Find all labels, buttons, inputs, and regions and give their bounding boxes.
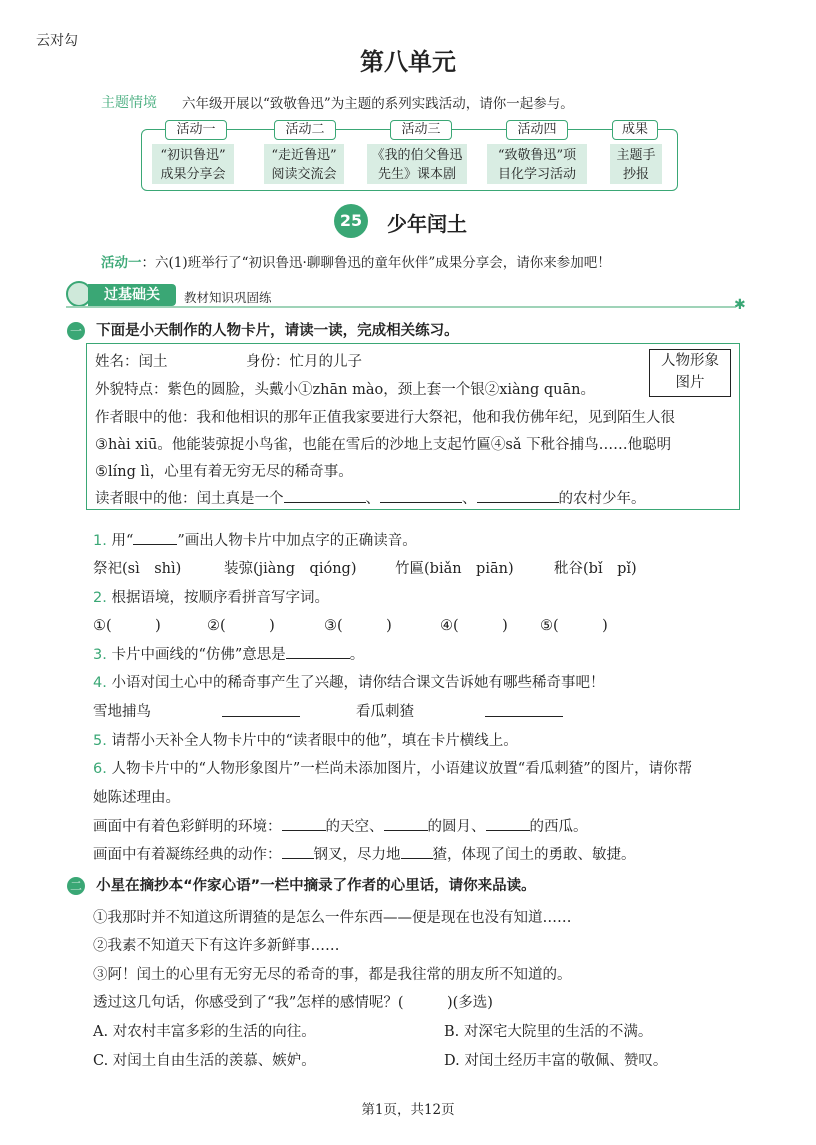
q6-act-c: 猹，体现了闰土的勇敢、敏捷。 [432, 847, 636, 863]
q1-word: 秕谷 [554, 561, 583, 577]
quote-1: ①我那时并不知道这所谓猹的是怎么一件东西——便是现在也没有知道…… [93, 910, 572, 926]
q6-env-c: 的圆月、 [427, 819, 486, 835]
activity-box-4 [487, 144, 587, 184]
part2-header [67, 874, 536, 895]
q2-slot-1[interactable]: ①( ) [93, 618, 161, 634]
q4-item-1: 雪地捕鸟 [93, 704, 151, 720]
q2-text: 根据语境，按顺序看拼音写字词。 [111, 590, 329, 606]
lesson-title: 少年闰土 [387, 212, 467, 236]
q4-number: 4. [93, 675, 107, 691]
activity-line: “初识鲁迅” [160, 148, 226, 163]
q5-text: 请帮小天补全人物卡片中的“读者眼中的他”，填在卡片横线上。 [111, 733, 518, 749]
option-a[interactable]: A. 对农村丰富多彩的生活的向往。 [93, 1024, 316, 1040]
card-appearance: 外貌特点：紫色的圆脸，头戴小①zhān mào，颈上套一个银②xiàng quān。 [95, 382, 595, 398]
activity-line: 抄报 [622, 167, 649, 182]
q3 [93, 643, 364, 664]
q4-item-2: 看瓜刺猹 [356, 704, 414, 720]
activity-box-1 [152, 144, 234, 184]
part1-instruction: 下面是小天制作的人物卡片，请读一读，完成相关练习。 [96, 323, 459, 339]
banner-rule [66, 306, 736, 308]
star-icon: ✱ [734, 297, 746, 313]
reader-view-sep: 、 [365, 491, 380, 507]
activity-line: 阅读交流会 [271, 167, 337, 182]
image-box-line: 人物形象 [661, 353, 719, 369]
page-footer: 第1页，共12页 [361, 1102, 455, 1118]
brand-label: 云对勾 [36, 33, 78, 49]
q1 [93, 529, 417, 550]
unit-title: 第八单元 [360, 48, 456, 76]
q1-choices[interactable]: (bǐ pǐ) [583, 561, 637, 577]
activity-box-3 [367, 144, 467, 184]
q1-word: 祭祀 [93, 561, 122, 577]
q1-choices[interactable]: (biǎn piān) [424, 561, 514, 577]
q3-number: 3. [93, 647, 107, 663]
q2-slot-2[interactable]: ②( ) [207, 618, 275, 634]
q6-env-d: 的西瓜。 [529, 819, 588, 835]
q1-text-a: 用“ [111, 533, 134, 549]
q6-text-b: 她陈述理由。 [93, 790, 180, 806]
q1-word: 装弶 [224, 561, 253, 577]
q3-blank[interactable] [286, 644, 350, 659]
activity-line: 先生》课本剧 [377, 167, 456, 182]
activity-line: “致敬鲁迅”项 [497, 148, 577, 163]
activity-line: “走近鲁迅” [271, 148, 337, 163]
q6-env-blank-2[interactable] [384, 816, 428, 831]
q1-underline-sample [133, 530, 177, 545]
q2-slot-4[interactable]: ④( ) [440, 618, 508, 634]
activity-line: 主题手 [616, 148, 656, 163]
q6-env-blank-1[interactable] [282, 816, 326, 831]
part1-number: 一 [67, 322, 85, 340]
q4 [93, 671, 604, 692]
reader-blank-2[interactable] [380, 488, 462, 503]
option-d[interactable]: D. 对闰土经历丰富的敬佩、赞叹。 [444, 1053, 668, 1069]
part2-instruction: 小星在摘抄本“作家心语”一栏中摘录了作者的心里话，请你来品读。 [96, 878, 536, 894]
q2-slot-5[interactable]: ⑤( ) [540, 618, 608, 634]
activity-line: 目化学习活动 [497, 167, 576, 182]
q4-blank-2[interactable] [485, 716, 563, 717]
q1-number: 1. [93, 533, 107, 549]
activity-one-label: 活动一 [101, 255, 142, 271]
activity-one-line [101, 251, 611, 271]
q1-option-1 [93, 557, 181, 578]
part1-header [67, 319, 459, 340]
q1-word: 竹匾 [395, 561, 424, 577]
q1-choices[interactable]: (sì shì) [122, 561, 182, 577]
option-b[interactable]: B. 对深宅大院里的生活的不满。 [444, 1024, 653, 1040]
card-identity: 身份：忙月的儿子 [246, 354, 362, 370]
activity-label-2: 活动二 [274, 120, 336, 140]
card-author-view-2: ③hài xiū。他能装弶捉小鸟雀，也能在雪后的沙地上支起竹匾④sǎ 下秕谷捕鸟……他聪明 [95, 437, 672, 453]
q6-act-b: 钢叉，尽力地 [313, 847, 401, 863]
theme-label: 主题情境 [101, 95, 157, 111]
q1-text-b: ”画出人物卡片中加点字的正确读音。 [177, 533, 417, 549]
q6-env-b: 的天空、 [325, 819, 384, 835]
q6-env-blank-3[interactable] [486, 816, 530, 831]
q2-slot-3[interactable]: ③( ) [324, 618, 392, 634]
q6-action [93, 843, 636, 864]
activity-box-2 [264, 144, 344, 184]
card-reader-view [95, 487, 646, 508]
q6-act-blank-2[interactable] [401, 844, 433, 859]
q6-environment [93, 815, 588, 836]
activity-box-5 [610, 144, 662, 184]
image-box [649, 349, 731, 397]
q4-text: 小语对闰土心中的稀奇事产生了兴趣，请你结合课文告诉她有哪些稀奇事吧！ [111, 675, 605, 691]
reader-view-sep: 、 [462, 491, 477, 507]
q1-option-2 [224, 557, 356, 578]
q1-option-4 [554, 557, 637, 578]
activity-label-5: 成果 [612, 120, 658, 140]
activity-label-1: 活动一 [165, 120, 227, 140]
q1-choices[interactable]: (jiàng qióng) [253, 561, 357, 577]
section-banner [66, 284, 176, 306]
part2-number: 二 [67, 877, 85, 895]
reader-blank-3[interactable] [477, 488, 559, 503]
q4-blank-1[interactable] [222, 716, 300, 717]
q6-text-a: 人物卡片中的“人物形象图片”一栏尚未添加图片，小语建议放置“看瓜刺猹”的图片，请你帮 [111, 761, 693, 777]
activity-line: 成果分享会 [160, 167, 226, 182]
q3-end: 。 [349, 647, 365, 663]
q5-number: 5. [93, 733, 107, 749]
quote-3: ③阿！闰土的心里有无穷无尽的希奇的事，都是我往常的朋友所不知道的。 [93, 967, 572, 983]
q5 [93, 729, 518, 750]
activity-line: 《我的伯父鲁迅 [371, 148, 463, 163]
image-box-line: 图片 [675, 375, 705, 391]
activity-label-3: 活动三 [390, 120, 452, 140]
card-author-view-3: ⑤líng lì，心里有着无穷无尽的稀奇事。 [95, 464, 353, 480]
q2 [93, 586, 329, 607]
banner-badge: 过基础关 [88, 284, 176, 306]
q3-text: 卡片中画线的“仿佛”意思是 [111, 647, 286, 663]
q6 [93, 757, 692, 778]
q6-act-a: 画面中有着凝练经典的动作： [93, 847, 282, 863]
banner-subtitle: 教材知识巩固练 [184, 290, 272, 305]
theme-text: 六年级开展以“致敬鲁迅”为主题的系列实践活动，请你一起参与。 [182, 96, 574, 112]
activity-label-4: 活动四 [506, 120, 568, 140]
q1-option-3 [395, 557, 514, 578]
reader-view-prefix: 读者眼中的他：闰土真是一个 [95, 491, 284, 507]
reader-view-suffix: 的农村少年。 [558, 491, 646, 507]
reader-blank-1[interactable] [284, 488, 366, 503]
option-c[interactable]: C. 对闰土自由生活的羡慕、嫉妒。 [93, 1053, 316, 1069]
q6-act-blank-1[interactable] [282, 844, 314, 859]
quote-2: ②我素不知道天下有这许多新鲜事…… [93, 938, 340, 954]
card-name: 姓名：闰土 [95, 354, 168, 370]
q6-env-a: 画面中有着色彩鲜明的环境： [93, 819, 282, 835]
activity-one-text: ：六(1)班举行了“初识鲁迅·聊聊鲁迅的童年伙伴”成果分享会，请你来参加吧！ [141, 255, 611, 271]
part2-question: 透过这几句话，你感受到了“我”怎样的感情呢？( )(多选) [93, 995, 493, 1011]
card-author-view-1: 作者眼中的他：我和他相识的那年正值我家要进行大祭祀，他和我仿佛年纪，见到陌生人很 [95, 410, 675, 426]
lesson-number-badge: 25 [334, 204, 368, 238]
q2-number: 2. [93, 590, 107, 606]
q6-number: 6. [93, 761, 107, 777]
